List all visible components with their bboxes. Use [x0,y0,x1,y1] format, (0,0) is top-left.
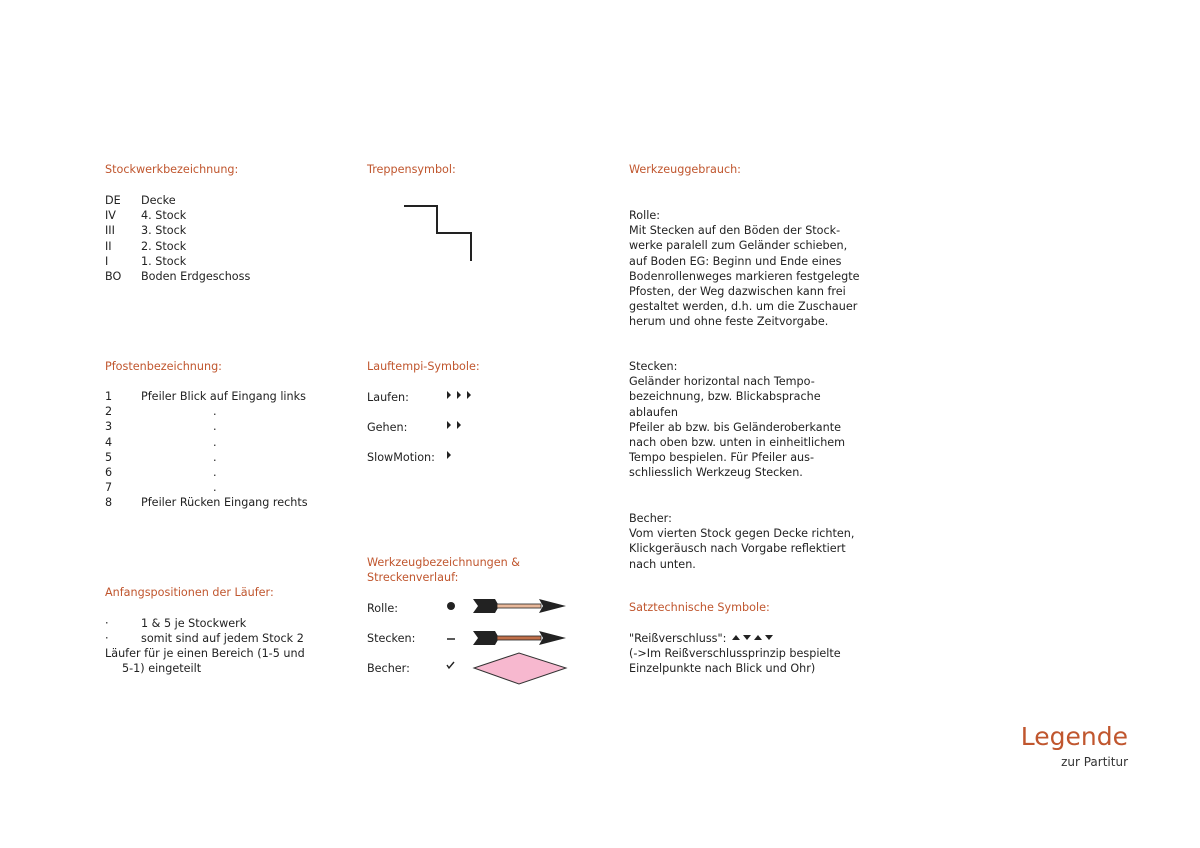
pfosten-label: Pfeiler Blick auf Eingang links [141,390,306,403]
pfosten-ellipsis: . [213,450,217,464]
satz-line-2: (->Im Reißverschlussprinzip bespielte [629,647,841,660]
rolle-line: Pfosten, der Weg dazwischen kann frei [629,285,846,298]
stockwerk-code: IV [105,209,116,223]
stecken-line: Geländer horizontal nach Tempo- [629,375,815,389]
rolle-line: Bodenrollenweges markieren festgelegte [629,269,860,283]
rolle-arrow-icon [473,598,568,615]
pfosten-heading: Pfostenbezeichnung: [105,360,222,373]
stecken-arrow-icon [473,630,568,647]
bullet-2: · [105,632,109,645]
stecken-line: bezeichnung, bzw. Blickabsprache [629,390,821,404]
stockwerk-label: 4. Stock [141,209,187,223]
stecken-label: Stecken: [367,632,416,645]
stockwerk-label: Decke [141,194,176,207]
pfosten-label: Pfeiler Rücken Eingang rechts [141,496,308,510]
rolle-line: gestaltet werden, d.h. um die Zuschauer [629,300,858,314]
stockwerk-label: Boden Erdgeschoss [141,270,251,283]
check-icon [446,660,458,672]
stockwerk-label: 3. Stock [141,224,187,238]
pfosten-ellipsis: . [213,466,217,479]
anfang-heading: Anfangspositionen der Läufer: [105,586,274,599]
dot-icon [446,601,456,611]
dash-icon [446,631,458,643]
stecken-line: Pfeiler ab bzw. bis Geländeroberkante [629,420,842,434]
stecken-line: Tempo bespielen. Für Pfeiler aus- [629,451,815,465]
anfang-item-2b: Läufer für je einen Bereich (1-5 und [105,647,305,660]
stecken-line: nach oben bzw. unten in einheitlichem [629,436,846,449]
stockwerk-heading: Stockwerkbezeichnung: [105,163,239,176]
stockwerk-code: II [105,239,112,253]
legend-title: Legende [1020,722,1128,751]
stecken-line: schliesslich Werkzeug Stecken. [629,466,803,480]
pfosten-code: 2 [105,405,113,419]
pfosten-code: 1 [105,390,113,403]
reissverschluss-label: "Reißverschluss": [629,632,727,645]
stockwerk-code: III [105,224,115,238]
rolle-line: Rolle: [629,209,660,222]
pfosten-code: 8 [105,496,113,510]
laufen-label: Laufen: [367,391,409,404]
stockwerk-label: 2. Stock [141,239,187,253]
stockwerk-code: I [105,254,109,268]
werkzeugbez-heading-1: Werkzeugbezeichnungen & [367,556,521,569]
slowmotion-label: SlowMotion: [367,451,435,464]
becher-line: Vom vierten Stock gegen Decke richten, [629,527,855,541]
becher-line: nach unten. [629,557,696,571]
bullet-1: · [105,617,109,630]
stockwerk-code: BO [105,270,122,283]
rolle-label: Rolle: [367,602,398,615]
werkzeuggebrauch-heading: Werkzeuggebrauch: [629,163,741,176]
pfosten-ellipsis: . [213,435,217,449]
gehen-label: Gehen: [367,421,408,434]
pink-diamond-icon [472,651,569,687]
satz-line-3: Einzelpunkte nach Blick und Ohr) [629,662,816,675]
anfang-item-1: 1 & 5 je Stockwerk [141,617,247,630]
stockwerk-code: DE [105,194,121,207]
lauftempi-heading: Lauftempi-Symbole: [367,360,480,373]
legend-subtitle: zur Partitur [1061,755,1128,769]
pfosten-code: 7 [105,481,113,495]
stecken-line: Stecken: [629,360,678,373]
becher-label: Becher: [367,662,410,675]
tempo-laufen-icon [445,391,485,401]
pfosten-code: 4 [105,435,113,449]
zipper-icon [731,633,775,643]
rolle-line: auf Boden EG: Beginn und Ende eines [629,254,842,268]
treppe-heading: Treppensymbol: [367,163,456,176]
becher-line: Becher: [629,512,672,525]
pfosten-code: 6 [105,466,113,479]
anfang-item-2a: somit sind auf jedem Stock 2 [141,632,304,645]
tempo-gehen-icon [445,421,475,431]
rolle-line: herum und ohne feste Zeitvorgabe. [629,315,829,329]
werkzeugbez-heading-2: Streckenverlauf: [367,571,459,584]
pfosten-code: 5 [105,450,113,464]
pfosten-ellipsis: . [213,420,217,434]
anfang-item-2c: 5-1) eingeteilt [122,662,202,675]
rolle-line: werke paralell zum Geländer schieben, [629,239,848,253]
pfosten-ellipsis: . [213,405,217,419]
satz-heading: Satztechnische Symbole: [629,601,770,614]
rolle-line: Mit Stecken auf den Böden der Stock- [629,224,841,238]
pfosten-code: 3 [105,420,113,434]
tempo-slowmotion-icon [445,451,465,461]
becher-line: Klickgeräusch nach Vorgabe reflektiert [629,542,846,556]
pfosten-ellipsis: . [213,481,217,495]
stecken-line: ablaufen [629,405,678,419]
staircase-icon [400,200,480,265]
stockwerk-label: 1. Stock [141,254,187,268]
